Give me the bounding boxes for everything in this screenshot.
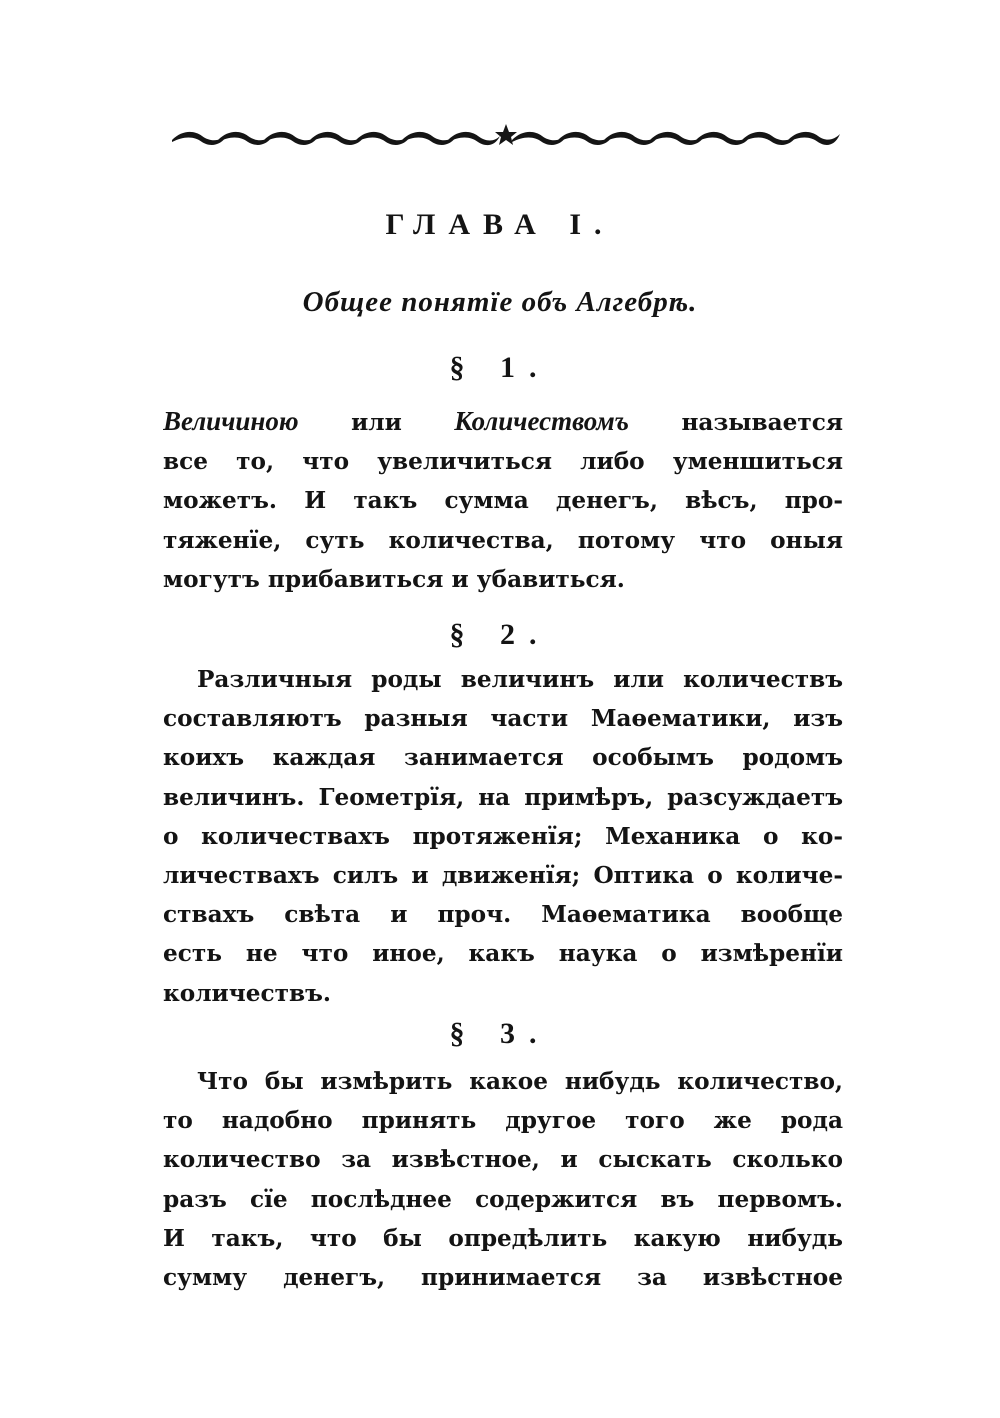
section-paragraph-3	[163, 1062, 843, 1297]
paragraph-line: все то, что увеличиться либо уменшиться	[163, 448, 843, 476]
paragraph-line: можетъ. И такъ сумма денегъ, вѣсъ, про-	[163, 487, 843, 515]
paragraph-line: о количествахъ протяженїя; Механика о ко-	[163, 822, 843, 850]
section-paragraph-2	[163, 660, 843, 1013]
paragraph-line: могутъ прибавиться и убавиться.	[163, 565, 625, 593]
paragraph-line: величинъ. Геометрїя, на примѣръ, разсуждаетъ	[163, 783, 843, 811]
paragraph-line: есть не что иное, какъ наука о измѣренїи	[163, 940, 843, 968]
paragraph-line: разъ сїе послѣднее содержится въ первомъ.	[163, 1185, 843, 1213]
paragraph-line: Различныя роды величинъ или количествъ	[197, 666, 843, 693]
section-heading-3: § 3.	[449, 1017, 551, 1050]
ornament-wave-right	[788, 132, 840, 145]
paragraph-line: ствахъ свѣта и проч. Маөематика вообще	[163, 901, 843, 929]
chapter-subtitle: Общее понятїе объ Алгебрѣ.	[302, 286, 698, 318]
paragraph-line: то надобно принять другое того же рода	[163, 1107, 843, 1135]
paragraph-line: Что бы измѣрить какое нибудь количество,	[197, 1068, 843, 1095]
ornament-wave-left	[172, 132, 228, 145]
paragraph-line: сумму денегъ, принимается за извѣстное	[163, 1264, 843, 1292]
paragraph-line: коихъ каждая занимается особымъ родомъ	[163, 744, 843, 772]
ornament-center-star	[495, 124, 517, 145]
paragraph-line: количество за извѣстное, и сыскать сколько	[163, 1146, 843, 1174]
chapter-title: ГЛАВА I.	[385, 208, 615, 241]
paragraph-line	[163, 402, 843, 442]
paragraph-line: составляютъ разныя части Маөематики, изъ	[163, 705, 843, 733]
connector-text: или	[298, 409, 455, 436]
paragraph-line: И такъ, что бы опредѣлить какую нибудь	[163, 1224, 843, 1252]
paragraph-line: тяженїе, суть количества, потому что оныя	[163, 526, 843, 554]
section-heading-1: § 1.	[449, 351, 551, 384]
paragraph-line: личествахъ силъ и движенїя; Оптика о количе-	[163, 862, 843, 890]
decorative-ornament-rule	[168, 118, 844, 154]
section-heading-2: § 2.	[449, 618, 551, 651]
term-quantity: Количествомъ	[454, 406, 629, 436]
term-magnitude: Величиною	[163, 406, 299, 436]
section-paragraph-1	[163, 402, 843, 599]
line-rest: называется	[628, 409, 843, 436]
paragraph-line: количествъ.	[163, 979, 331, 1007]
